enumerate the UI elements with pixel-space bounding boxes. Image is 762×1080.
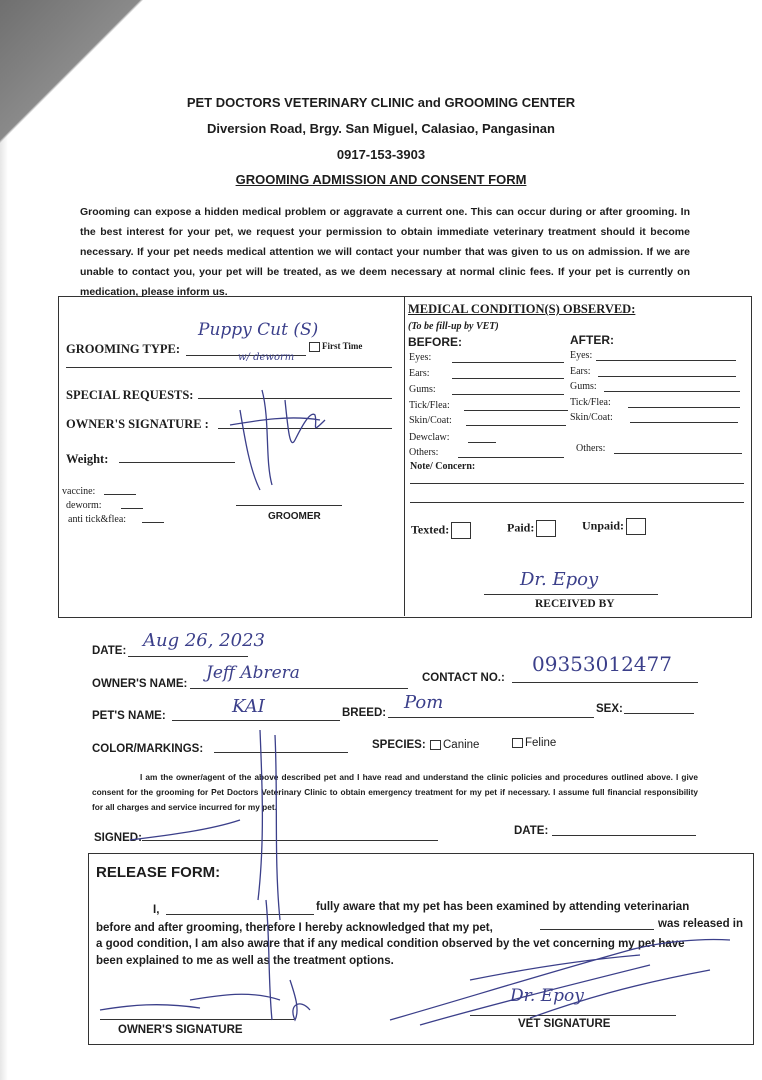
texted-option[interactable] [411,522,471,539]
before-item-label: Gums: [409,384,436,395]
texted-checkbox[interactable] [451,522,471,539]
deworm-line [121,508,143,509]
sex-line [624,713,694,714]
date-label: DATE: [92,645,127,657]
release-line2-a: before and after grooming, therefore I hereby acknowledged that my pet, [96,922,493,934]
after-item-line[interactable] [630,422,738,423]
intro-paragraph: Grooming can expose a hidden medical problem or aggravate a current one. This can occur during or after grooming. In the best interest for your pet, we request your permission to obtain immediate veterinary treatment should it become necessary. If your pet needs medical attention we will contact your number that was given to us on admission. If we are unable to contact you, your pet will be treated, as we deem necessary at normal clinic fees. If your pet is currently on medication, please inform us. [80,206,690,298]
consent-date-line [552,835,696,836]
date-value[interactable]: Aug 26, 2023 [143,630,265,651]
signed-label: SIGNED: [94,832,142,844]
unpaid-label: Unpaid: [582,518,625,533]
vet-signature: Dr. Epoy [510,986,584,1006]
contact-line [512,682,698,683]
note-line-2 [410,502,744,503]
before-item-line[interactable] [452,378,564,379]
first-time-option[interactable] [309,341,362,352]
weight-label: Weight: [66,452,109,466]
owner-sig-label: OWNER'S SIGNATURE [118,1024,243,1036]
before-item-line[interactable] [458,457,564,458]
groomer-signature-line [236,505,342,506]
release-line1-a: I, [153,904,160,916]
unpaid-checkbox[interactable] [626,518,646,535]
pet-name-label: PET'S NAME: [92,710,166,722]
clinic-phone: 0917-153-3903 [336,147,426,162]
note-label: Note/ Concern: [410,461,476,472]
owner-name-value[interactable]: Jeff Abrera [206,663,300,683]
contact-value[interactable]: 09353012477 [532,652,672,676]
groomer-label: GROOMER [268,511,321,522]
after-item-label: Eyes: [570,350,593,361]
paid-option[interactable] [507,520,556,537]
vaccine-line [104,494,136,495]
release-line1-b: fully aware that my pet has been examined by attending veterinarian [316,901,690,913]
color-label: COLOR/MARKINGS: [92,743,204,755]
canine-label: Canine [443,739,480,751]
before-item-label: Eyes: [409,352,432,363]
after-item-label: Ears: [570,366,591,377]
received-by-signature: Dr. Epoy [520,569,599,590]
pet-name-value[interactable]: KAI [232,696,265,717]
clinic-address: Diversion Road, Brgy. San Miguel, Calasiao, Pangasinan [207,121,555,136]
after-item-line[interactable] [628,407,740,408]
received-by-label: RECEIVED BY [535,598,615,610]
feline-checkbox[interactable] [512,738,523,748]
after-item-label: Skin/Coat: [570,412,613,423]
release-line4: been explained to me as well as the treatment options. [96,955,394,967]
canine-checkbox[interactable] [430,740,441,750]
date-line [128,656,248,657]
before-item-label: Skin/Coat: [409,415,452,426]
contact-label: CONTACT NO.: [422,672,505,684]
paid-label: Paid: [507,520,535,535]
breed-line [388,717,594,718]
release-line2-b: was released in [658,918,744,930]
after-item-label: Gums: [570,381,597,392]
release-title: RELEASE FORM: [96,864,221,881]
after-item-line[interactable] [598,376,736,377]
medical-title: MEDICAL CONDITION(S) OBSERVED: [408,302,636,316]
owner-name-label: OWNER'S NAME: [92,678,188,690]
before-item-line[interactable] [464,410,568,411]
owner-signature-label: OWNER'S SIGNATURE : [66,417,209,431]
after-item-label: Others: [576,443,606,454]
grooming-type-note: w/ deworm [238,352,295,363]
before-item-label: Ears: [409,368,430,379]
texted-label: Texted: [411,522,450,537]
consent-date-label: DATE: [514,825,549,837]
after-item-line[interactable] [604,391,740,392]
release-line3: a good condition, I am also aware that if any medical condition observed by the vet concerning my pet have [96,938,685,950]
after-item-line[interactable] [614,453,742,454]
clinic-name: PET DOCTORS VETERINARY CLINIC and GROOMING CENTER [186,95,576,110]
medical-subtitle: (To be fill-up by VET) [408,321,499,332]
grooming-type-line-2 [66,367,392,368]
received-by-line [484,594,658,595]
after-item-label: Tick/Flea: [570,397,611,408]
unpaid-option[interactable] [582,518,646,535]
first-time-checkbox[interactable] [309,342,320,352]
before-item-label: Dewclaw: [409,432,450,443]
before-item-label: Tick/Flea: [409,400,450,411]
after-item-line[interactable] [596,360,736,361]
antitick-line [142,522,164,523]
owner-signature-scribble-2 [90,720,330,1050]
vaccine-label: vaccine: [62,486,96,497]
antitick-label: anti tick&flea: [68,514,127,525]
canine-option[interactable] [430,739,479,751]
section-divider [404,296,405,616]
before-item-line[interactable] [468,442,496,443]
grooming-type-label: GROOMING TYPE: [66,342,181,356]
paid-checkbox[interactable] [536,520,556,537]
before-item-label: Others: [409,447,439,458]
breed-label: BREED: [342,707,387,719]
owner-name-line [190,688,408,689]
note-line-1 [410,483,744,484]
before-item-line[interactable] [466,425,566,426]
deworm-label: deworm: [66,500,102,511]
feline-option[interactable] [512,737,556,749]
consent-text: I am the owner/agent of the above described pet and I have read and understand the clinic policies and procedures outlined above. I give consent for the grooming for Pet Doctors Veterinary Clinic to obtain emergency treatment for my pet if necessary. I assume full financial responsibility for all charges and service incurred for my pet. [92,772,698,812]
species-label: SPECIES: [372,739,426,751]
before-item-line[interactable] [452,394,564,395]
grooming-type-value[interactable]: Puppy Cut (S) [198,320,319,340]
before-item-line[interactable] [452,362,564,363]
first-time-label: First Time [322,341,363,351]
after-label: AFTER: [570,333,614,347]
owner-signature-scribble [200,380,340,500]
vet-sig-label: VET SIGNATURE [518,1018,611,1030]
breed-value[interactable]: Pom [404,692,444,713]
vet-signature-scribble [380,930,740,1030]
special-requests-label: SPECIAL REQUESTS: [66,388,194,402]
sex-label: SEX: [596,703,623,715]
form-title: GROOMING ADMISSION AND CONSENT FORM [235,172,527,187]
before-label: BEFORE: [408,335,462,349]
feline-label: Feline [525,737,557,749]
